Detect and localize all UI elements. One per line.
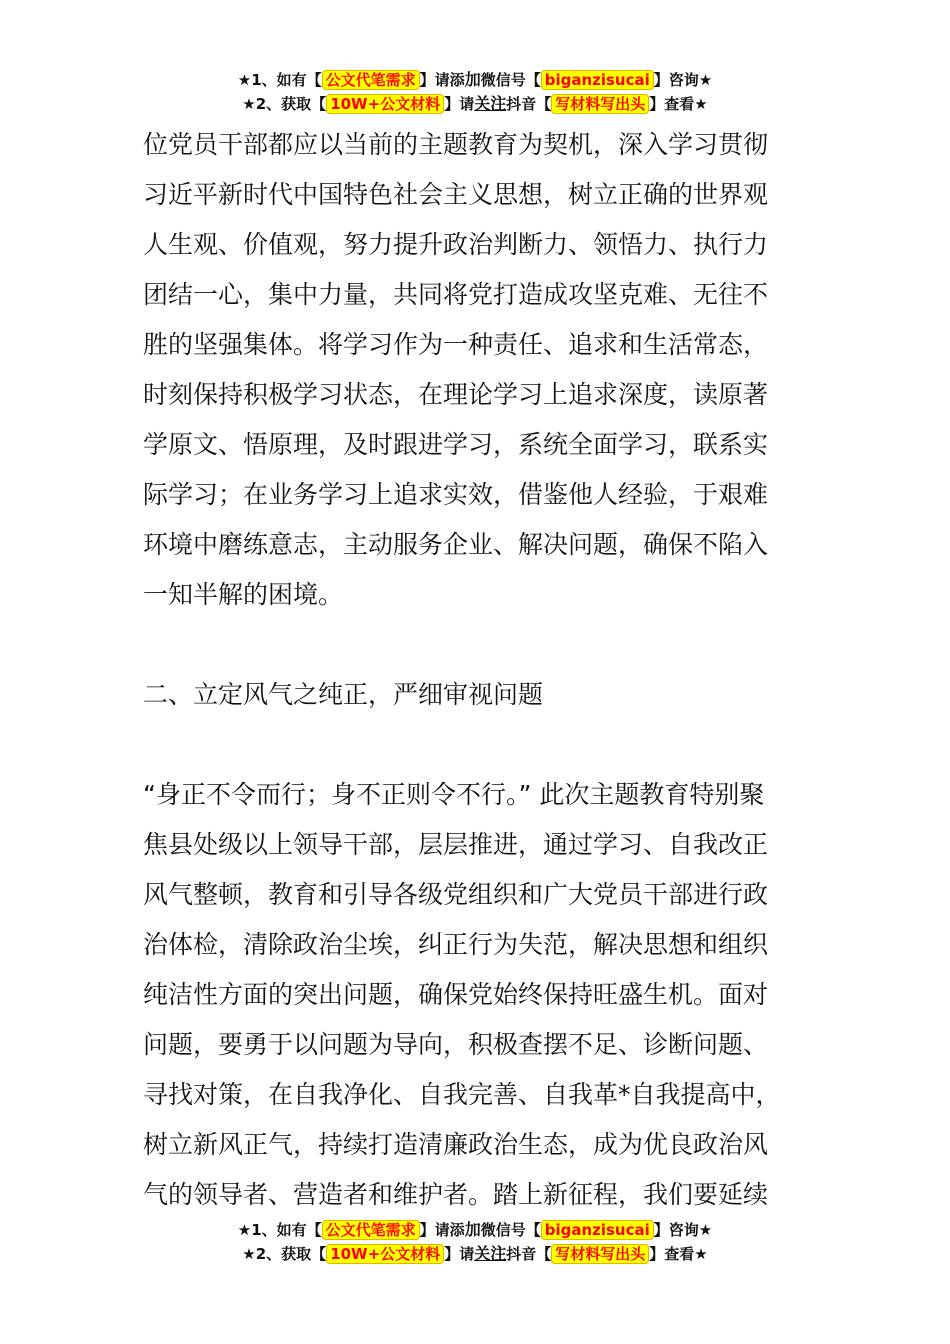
highlight-douyin-account: 写材料写出头 [551, 94, 649, 114]
highlight-douyin-account: 写材料写出头 [551, 1244, 649, 1264]
banner-text: 】查看★ [649, 1245, 708, 1263]
banner-emphasis: 加 [464, 1220, 481, 1239]
section-heading: 二、立定风气之纯正，严细审视问题 [143, 680, 544, 709]
document-body [143, 120, 809, 1220]
banner-text: ★1、如有【 [237, 1221, 322, 1239]
banner-emphasis: 加 [464, 70, 481, 89]
text-line: 气的领导者、营造者和维护者。踏上新征程，我们要延续 [143, 1180, 769, 1209]
banner-emphasis: 关注 [474, 1244, 507, 1263]
text-line: 学原文、悟原理，及时跟进学习，系统全面学习，联系实 [143, 430, 769, 459]
banner-text: 抖音【 [506, 1245, 552, 1263]
header-banner [0, 68, 950, 116]
text-line: 纯洁性方面的突出问题，确保党始终保持旺盛生机。面对 [143, 980, 769, 1009]
banner-text: ★2、获取【 [242, 1245, 327, 1263]
text-line: “身正不令而行；身不正则令不行。” 此次主题教育特别聚 [143, 780, 765, 809]
banner-line-1 [0, 1218, 950, 1242]
banner-text: 】请添 [419, 1221, 465, 1239]
highlight-wechat-id: biganzisucai [541, 70, 654, 90]
banner-text: 】请 [444, 95, 475, 113]
highlight-service: 公文代笔需求 [322, 70, 420, 90]
text-line: 治体检，清除政治尘埃，纠正行为失范，解决思想和组织 [143, 930, 769, 959]
banner-text: 微信号【 [480, 71, 541, 89]
banner-line-2 [0, 1242, 950, 1266]
banner-emphasis: 关注 [474, 94, 507, 113]
paragraph-1 [143, 120, 809, 620]
text-line: 焦县处级以上领导干部，层层推进，通过学习、自我改正 [143, 830, 769, 859]
text-line: 人生观、价值观，努力提升政治判断力、领悟力、执行力 [143, 230, 769, 259]
highlight-wechat-id: biganzisucai [541, 1220, 654, 1240]
banner-text: 】请添 [419, 71, 465, 89]
text-line: 胜的坚强集体。将学习作为一种责任、追求和生活常态， [143, 330, 769, 359]
highlight-materials: 10W+公文材料 [326, 1244, 444, 1264]
text-line: 树立新风正气，持续打造清廉政治生态，成为优良政治风 [143, 1130, 769, 1159]
text-line: 时刻保持积极学习状态，在理论学习上追求深度，读原著 [143, 380, 769, 409]
banner-text: 】请 [444, 1245, 475, 1263]
text-line: 团结一心，集中力量，共同将党打造成攻坚克难、无往不 [143, 280, 769, 309]
banner-text: 微信号【 [480, 1221, 541, 1239]
highlight-service: 公文代笔需求 [322, 1220, 420, 1240]
banner-text: 】咨询★ [653, 1221, 713, 1239]
highlight-materials: 10W+公文材料 [326, 94, 444, 114]
banner-line-2 [0, 92, 950, 116]
banner-text: ★2、获取【 [242, 95, 327, 113]
banner-text: 】咨询★ [653, 71, 713, 89]
text-line: 一知半解的困境。 [143, 580, 344, 609]
text-line: 习近平新时代中国特色社会主义思想，树立正确的世界观 [143, 180, 769, 209]
text-line: 寻找对策，在自我净化、自我完善、自我革*自我提高中， [143, 1080, 781, 1109]
text-line: 环境中磨练意志，主动服务企业、解决问题，确保不陷入 [143, 530, 769, 559]
banner-text: ★1、如有【 [237, 71, 322, 89]
text-line: 际学习；在业务学习上追求实效，借鉴他人经验，于艰难 [143, 480, 769, 509]
paragraph-gap [143, 620, 809, 670]
text-line: 风气整顿，教育和引导各级党组织和广大党员干部进行政 [143, 880, 769, 909]
footer-banner [0, 1218, 950, 1266]
paragraph-2 [143, 770, 809, 1220]
banner-text: 抖音【 [506, 95, 552, 113]
paragraph-gap [143, 720, 809, 770]
banner-text: 】查看★ [649, 95, 708, 113]
banner-line-1 [0, 68, 950, 92]
text-line: 问题，要勇于以问题为导向，积极查摆不足、诊断问题、 [143, 1030, 769, 1059]
text-line: 位党员干部都应以当前的主题教育为契机，深入学习贯彻 [143, 130, 769, 159]
